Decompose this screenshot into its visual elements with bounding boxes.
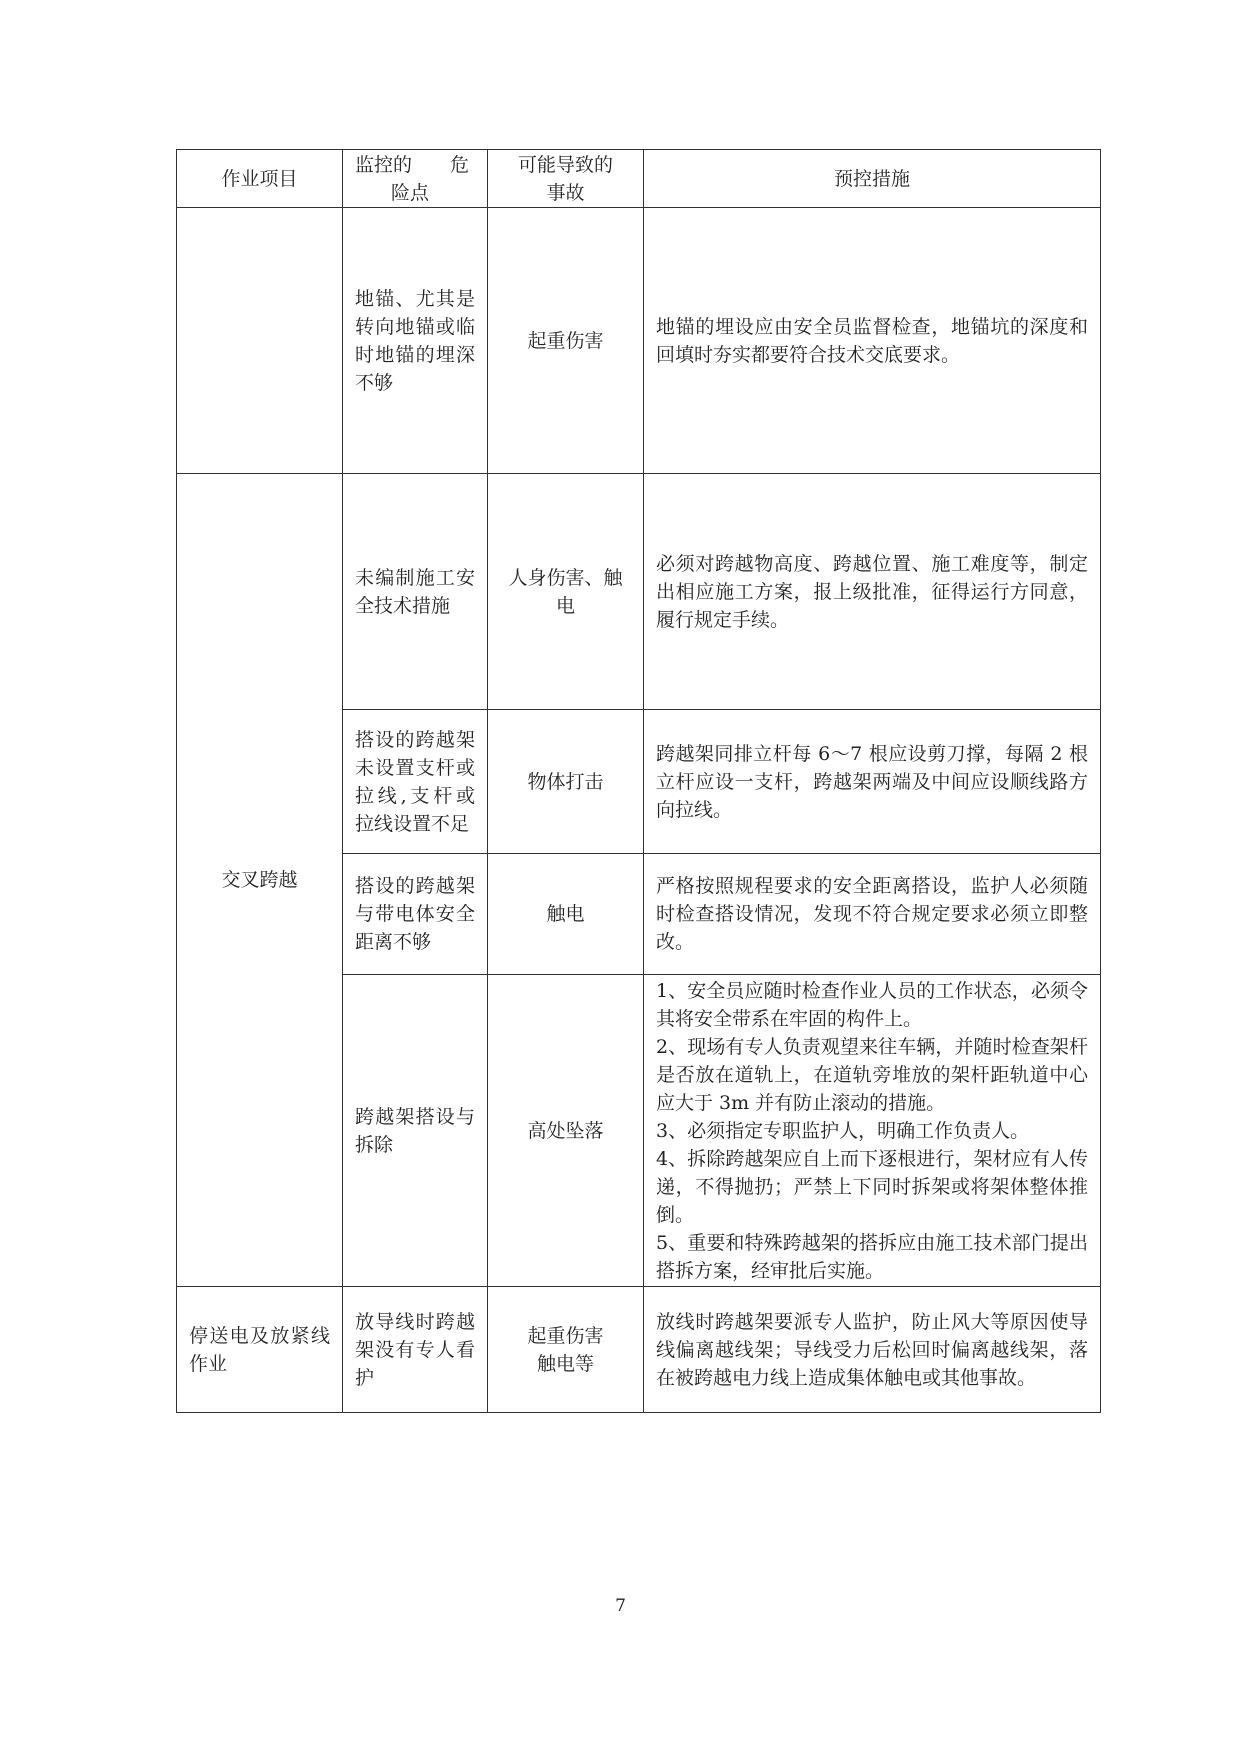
row-1-accident: 起重伤害 [488,208,644,474]
group-item-cross-span: 交叉跨越 [177,474,343,1287]
table-header-row [177,150,1101,208]
header-accident-line1: 可能导致的 [517,153,613,176]
header-hazard-line2: 险点 [391,181,430,204]
row-1-item [177,208,343,474]
header-accident [488,150,644,208]
row-5-accident: 高处坠落 [488,975,644,1287]
row-5-measure [644,975,1101,1287]
row-2-measure: 必须对跨越物高度、跨越位置、施工难度等，制定出相应施工方案，报上级批准，征得运行方同意，履行规定手续。 [644,474,1101,710]
row-4-measure: 严格按照规程要求的安全距离搭设，监护人必须随时检查搭设情况，发现不符合规定要求必须立即整改。 [644,854,1101,975]
page-number: 7 [615,1596,626,1616]
measure-item: 1、安全员应随时检查作业人员的工作状态，必须令其将安全带系在牢固的构件上。 [656,979,1088,1030]
row-6-accident-line1: 起重伤害 [527,1324,604,1347]
header-hazard [343,150,488,208]
row-3-measure: 跨越架同排立杆每 6～7 根应设剪刀撑，每隔 2 根立杆应设一支杆，跨越架两端及中间应设顺线路方向拉线。 [644,710,1101,854]
row-6-item: 停送电及放紧线作业 [177,1287,343,1413]
header-accident-line2: 事故 [546,181,585,204]
measure-item: 3、必须指定专职监护人，明确工作负责人。 [656,1119,1030,1142]
hazard-control-table [176,149,1101,1413]
row-6-hazard: 放导线时跨越架没有专人看护 [343,1287,488,1413]
row-5-hazard: 跨越架搭设与拆除 [343,975,488,1287]
row-4-hazard: 搭设的跨越架与带电体安全距离不够 [343,854,488,975]
row-4-accident: 触电 [488,854,644,975]
row-2-hazard: 未编制施工安全技术措施 [343,474,488,710]
row-2-accident: 人身伤害、触电 [488,474,644,710]
row-6-measure: 放线时跨越架要派专人监护，防止风大等原因使导线偏离越线架；导线受力后松回时偏离越线架，落在被跨越电力线上造成集体触电或其他事故。 [644,1287,1101,1413]
table-row [177,1287,1101,1413]
measure-item: 4、拆除跨越架应自上而下逐根进行，架材应有人传递，不得抛扔；严禁上下同时拆架或将架体整体推倒。 [656,1147,1088,1226]
measure-item: 2、现场有专人负责观望来往车辆，并随时检查架杆是否放在道轨上，在道轨旁堆放的架杆距轨道中心应大于 3m 并有防止滚动的措施。 [656,1035,1088,1114]
header-item: 作业项目 [177,150,343,208]
row-6-accident [488,1287,644,1413]
header-hazard-line1: 监控的 危 [355,153,470,176]
row-6-accident-line2: 触电等 [536,1352,594,1375]
table-row [177,208,1101,474]
row-1-measure: 地锚的埋设应由安全员监督检查，地锚坑的深度和回填时夯实都要符合技术交底要求。 [644,208,1101,474]
row-3-accident: 物体打击 [488,710,644,854]
row-3-hazard: 搭设的跨越架未设置支杆或拉线,支杆或拉线设置不足 [343,710,488,854]
table-row [177,474,1101,710]
measure-item: 5、重要和特殊跨越架的搭拆应由施工技术部门提出搭拆方案，经审批后实施。 [656,1231,1088,1282]
row-1-hazard: 地锚、尤其是转向地锚或临时地锚的埋深不够 [343,208,488,474]
header-measure: 预控措施 [644,150,1101,208]
